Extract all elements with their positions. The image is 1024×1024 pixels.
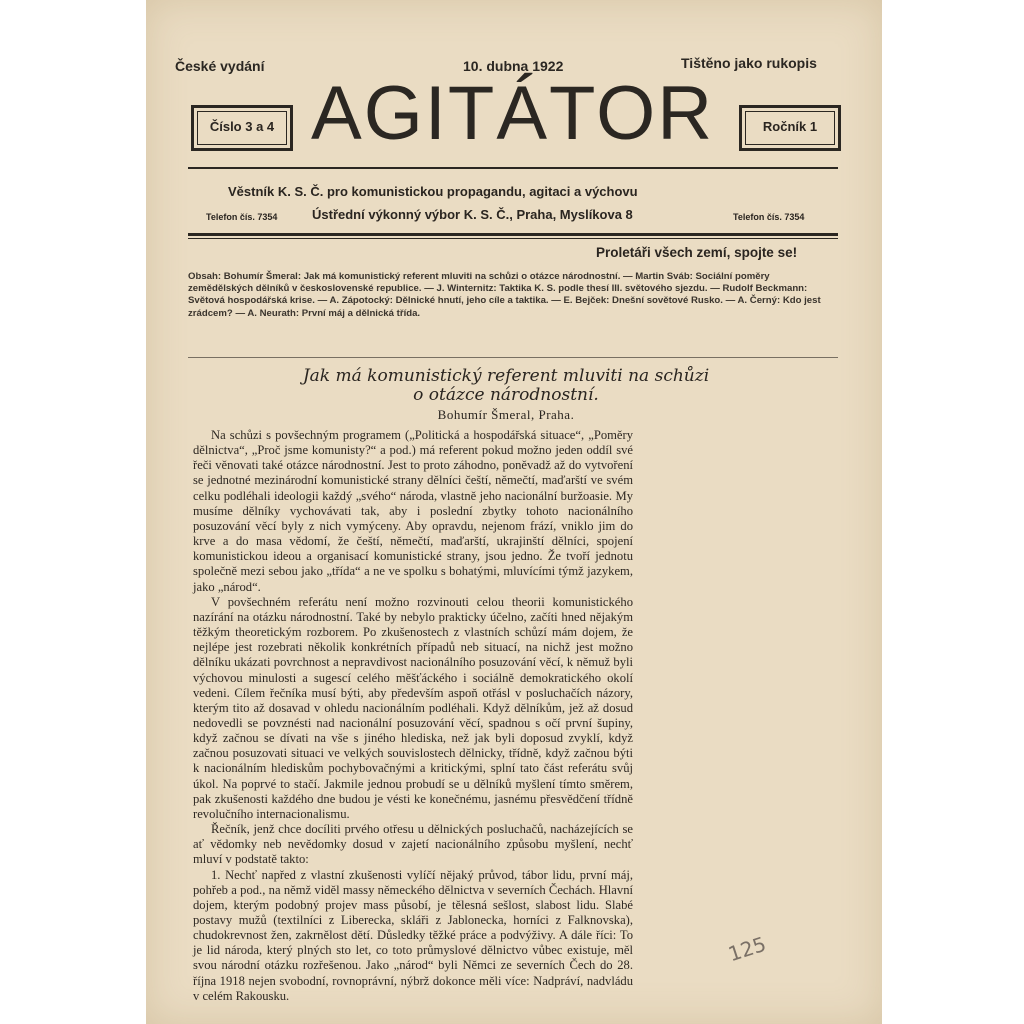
slogan: Proletáři všech zemí, spojte se! (596, 245, 798, 260)
contents-text: Bohumír Šmeral: Jak má komunistický referent mluviti na schůzi o otázce národnostní. — Martin Sváb: Sociální poměry zemědělských dělníků v československé republice. — J. Winternitz: Taktika K. S. podle thesí III. světového sjezdu. — Rudolf Beckmann: Světová hospodářská krise. — A. Zápotocký: Dělnické hnutí, jeho cíle a taktika. — E. Bejček: Dnešní sovětové Rusko. — A. Černý: Kdo jest zrádcem? — A. Neurath: První máj a dělnická třída. (188, 271, 821, 319)
article-title-line1: Jak má komunistický referent mluviti na schůzi (302, 366, 710, 386)
masthead-title: AGITÁTOR (311, 71, 715, 156)
issue-date: 10. dubna 1922 (463, 58, 564, 74)
article-paragraph: V povšechném referátu není možno rozvinouti celou theorii komunistického nazírání na otázku národnostní. Také by nebylo prakticky účelno, začíti hned nějakým těžkým theoretickým rozborem. Po zkušenostech z vlastních schůzí mám dojem, že nejlépe jest rozebrati několik konkrétních případů neb situací, na nichž jest možno dělníku ukázati povrchnost a nepravdivost nacionálního posuzování věcí, k němuž byli výchovou minulosti a sugescí celého měšťáckého i sociálně demokratického okolí vedeni. Cílem řečníka musí býti, aby především aspoň otřásl v posluchačích názory, kterým tito až dosavad v ohledu nacionálním podléhali. Když dělníkům, jež až dosud nedovedli se povznésti nad nacionální posuzování věcí, spadnou s očí první šupiny, když začnou se dívati na vše s jiného hlediska, než jak byli doposud zvyklí, když začnou posuzovati situaci ve velkých souvislostech dělnicky, třídně, když začnou býti k nacionálním hlediskům pochybovačnými a kritickými, splní tato část referátu svůj úkol. Na poprvé to stačí. Jakmile jednou probudí se u dělníků myšlení tímto směrem, pak zkušenosti každého dne budou je vésti ke konečnému, jasnému přesvědčení třídně revolučního internacionalismu. (193, 594, 633, 821)
article-paragraph: Řečník, jenž chce docíliti prvého otřesu u dělnických posluchačů, nacházejících se ať vědomky neb nevědomky dosud v zajetí nacionálního způsobu myšlení, nechť mluví v podstatě takto: (193, 822, 633, 867)
volume-number: Ročník 1 (762, 119, 818, 134)
phone-right: Telefon čís. 7354 (733, 212, 805, 222)
article-author: Bohumír Šmeral, Praha. (437, 407, 575, 422)
masthead-rule (188, 167, 838, 169)
contents-rule (188, 357, 838, 358)
article-paragraph: Na schůzi s povšechným programem („Politická a hospodářská situace“, „Poměry dělnictva“, „Proč jsme komunisty?“ a pod.) má referent pokud možno jeden oddíl své řeči věnovati také otázce národnostní. Jest to proto záhodno, poněvadž až do vytvoření se jednotné mezinárodní komunistické strany dělníci čeští, němečtí, maďarští ve svém celku podléhali ideologii každý „svého“ národa, vlastně jeho nacionální buržoasie. My musíme dělníky vychovávati tak, aby i poslední zbytky tohoto nacionálního posuzování věcí byly z nich vymýceny. Aby opravdu, nejenom frází, vniklo jim do krve a do masa vědomí, že čeští, němečtí, maďarští, ukrajinští dělníci, spojení komunistickou ideou a organisací komunistické strany, jsou jedno. Že tvoří jednotu společně mezi sebou jako „třída“ a ne ve spolku s bohatými, mluvícími týmž jazykem, jako „národ“. (193, 428, 633, 594)
article-title-line2: o otázce národnostní. (413, 385, 599, 405)
volume-box (739, 105, 841, 151)
article-body (193, 428, 633, 1004)
contents-label: Obsah: (188, 271, 222, 282)
phone-left: Telefon čís. 7354 (206, 212, 278, 222)
table-of-contents (188, 271, 828, 320)
header-rule-thin (188, 238, 838, 239)
office-address: Ústřední výkonný výbor K. S. Č., Praha, Myslíkova 8 (312, 207, 633, 222)
handwritten-annotation: 125 (725, 931, 769, 967)
newspaper-page (146, 0, 882, 1024)
print-note: Tištěno jako rukopis (681, 55, 817, 71)
issue-number: Číslo 3 a 4 (209, 119, 275, 134)
article-paragraph: 1. Nechť napřed z vlastní zkušenosti vylíčí nějaký průvod, tábor lidu, první máj, pohřeb a pod., na němž viděl massy německého dělnictva v severních Čechách. Hlavní dojem, kterým podobný projev mass působí, je tělesná sešlost, slabost lidu. Slabé postavy mužů (textilníci z Liberecka, skláři z Jablonecka, horníci z Falknovska), chudokrevnost žen, zakrnělost dětí. Důsledky těžké práce a podvýživy. A dále říci: To je lid národa, který plných sto let, co toto průmyslové dělnictvo vůbec existuje, měl svou národní otázku rozřešenou. Jako „národ“ byli Němci ze severních Čech do 28. října 1918 nejen svobodní, rovnoprávní, nýbrž dokonce měli více: Nadpráví, nadvládu v celém Rakousku. (193, 867, 633, 1003)
header-rule-thick (188, 233, 838, 236)
issue-number-box (191, 105, 293, 151)
bulletin-subtitle: Věstník K. S. Č. pro komunistickou propagandu, agitaci a výchovu (228, 184, 638, 199)
edition-label: České vydání (175, 58, 265, 74)
